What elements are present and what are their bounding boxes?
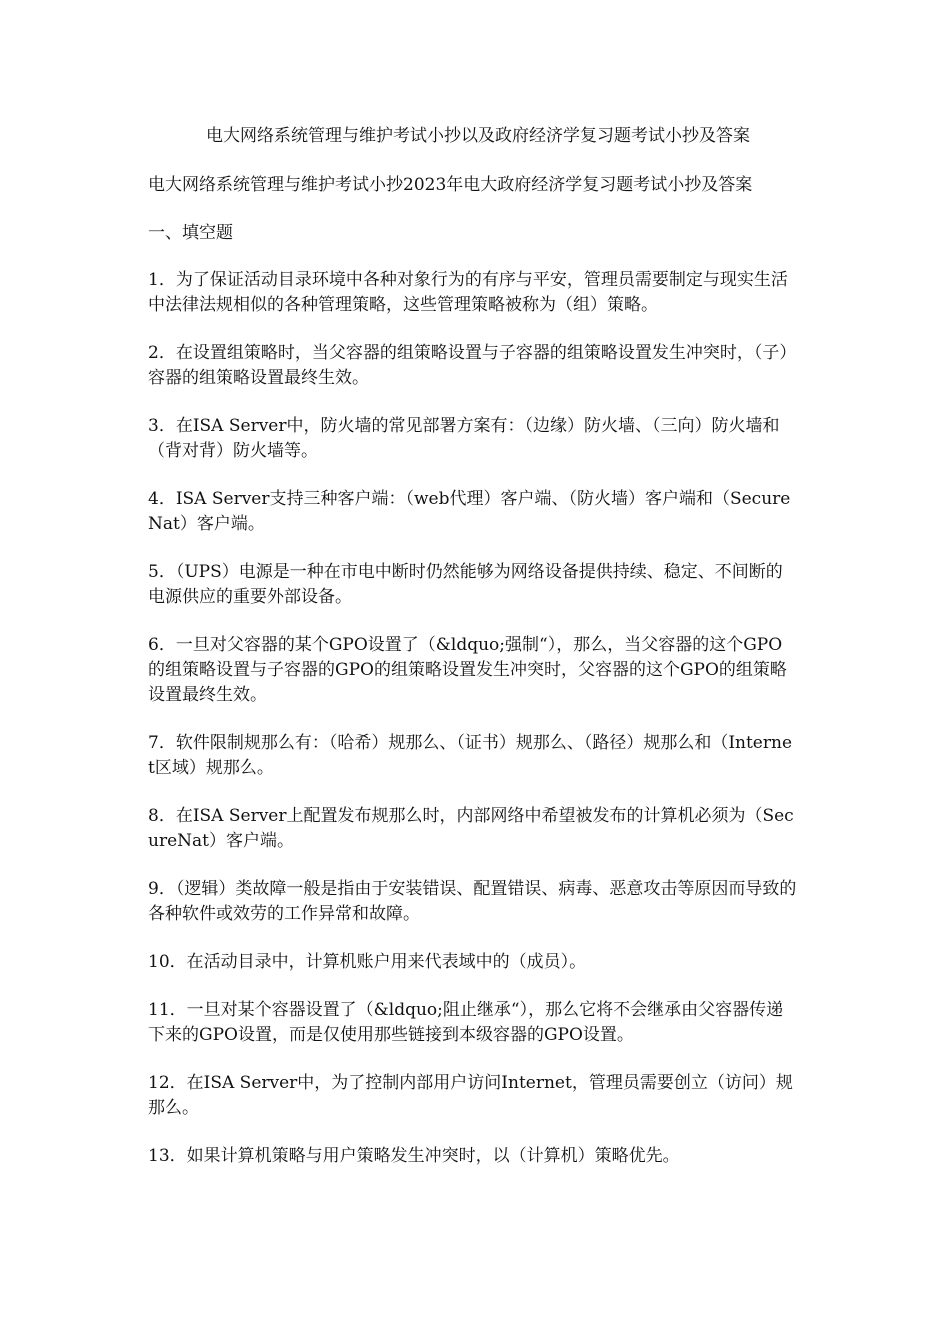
question-item: 9．（逻辑）类故障一般是指由于安装错误、配置错误、病毒、恶意攻击等原因而导致的各种软件或效劳的工作异常和故障。 (148, 879, 797, 924)
document-subtitle: 电大网络系统管理与维护考试小抄2023年电大政府经济学复习题考试小抄及答案 (148, 175, 753, 195)
section-heading: 一、填空题 (148, 223, 233, 243)
question-item: 11．一旦对某个容器设置了（&ldquo;阻止继承“），那么它将不会继承由父容器传递下来的GPO设置，而是仅使用那些链接到本级容器的GPO设置。 (148, 1000, 784, 1045)
question-item: 6．一旦对父容器的某个GPO设置了（&ldquo;强制“），那么，当父容器的这个GPO的组策略设置与子容器的GPO的组策略设置发生冲突时，父容器的这个GPO的组策略设置最终生效。 (148, 635, 787, 705)
question-item: 3．在ISA Server中，防火墙的常见部署方案有：（边缘）防火墙、（三向）防火墙和（背对背）防火墙等。 (148, 416, 780, 461)
question-item: 13．如果计算机策略与用户策略发生冲突时，以（计算机）策略优先。 (148, 1146, 680, 1166)
question-item: 5．（UPS）电源是一种在市电中断时仍然能够为网络设备提供持续、稳定、不间断的电源供应的重要外部设备。 (148, 562, 783, 607)
question-item: 7．软件限制规那么有：（哈希）规那么、（证书）规那么、（路径）规那么和（Internet区域）规那么。 (148, 733, 793, 778)
question-item: 12．在ISA Server中，为了控制内部用户访问Internet，管理员需要创立（访问）规那么。 (148, 1073, 793, 1118)
question-item: 8．在ISA Server上配置发布规那么时，内部网络中希望被发布的计算机必须为（SecureNat）客户端。 (148, 806, 794, 851)
question-item: 1．为了保证活动目录环境中各种对象行为的有序与平安，管理员需要制定与现实生活中法律法规相似的各种管理策略，这些管理策略被称为（组）策略。 (148, 270, 788, 315)
question-item: 2．在设置组策略时，当父容器的组策略设置与子容器的组策略设置发生冲突时，（子）容器的组策略设置最终生效。 (148, 343, 797, 388)
document-title: 电大网络系统管理与维护考试小抄以及政府经济学复习题考试小抄及答案 (206, 126, 750, 146)
question-item: 4．ISA Server支持三种客户端：（web代理）客户端、（防火墙）客户端和（SecureNat）客户端。 (148, 489, 791, 534)
document-body (148, 122, 798, 1192)
question-item: 10．在活动目录中，计算机账户用来代表域中的（成员）。 (148, 952, 587, 972)
